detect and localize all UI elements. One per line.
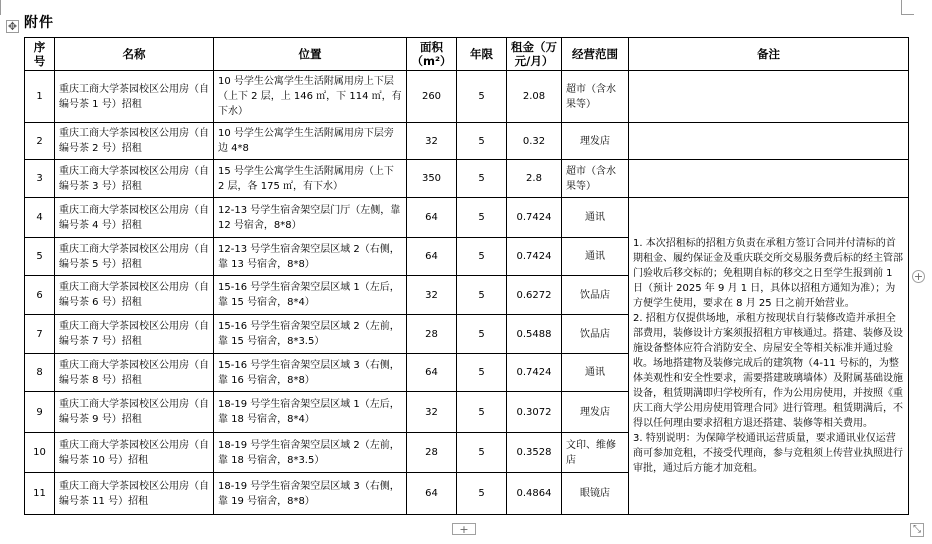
cell-location[interactable]: 18-19 号学生宿舍架空层区域 1（左后，靠 18 号宿舍，8*4） — [214, 392, 407, 433]
cell-remarks-empty[interactable] — [629, 71, 909, 123]
cell-rent[interactable]: 0.6272 — [507, 276, 562, 315]
cell-term[interactable]: 5 — [457, 198, 507, 238]
cell-area[interactable]: 350 — [407, 160, 457, 198]
cell-seq[interactable]: 5 — [25, 238, 55, 276]
cell-name[interactable]: 重庆工商大学茶园校区公用房（自编号茶 4 号）招租 — [55, 198, 214, 238]
lease-table — [24, 37, 909, 515]
cell-area[interactable]: 64 — [407, 198, 457, 238]
cell-seq[interactable]: 8 — [25, 354, 55, 392]
table-row — [25, 123, 909, 160]
cell-location[interactable]: 12-13 号学生宿舍架空层区域 2（右侧，靠 13 号宿舍，8*8） — [214, 238, 407, 276]
cell-name[interactable]: 重庆工商大学茶园校区公用房（自编号茶 7 号）招租 — [55, 315, 214, 354]
cell-term[interactable]: 5 — [457, 433, 507, 473]
cell-term[interactable]: 5 — [457, 238, 507, 276]
cell-name[interactable]: 重庆工商大学茶园校区公用房（自编号茶 6 号）招租 — [55, 276, 214, 315]
cell-rent[interactable]: 2.8 — [507, 160, 562, 198]
cell-name[interactable]: 重庆工商大学茶园校区公用房（自编号茶 2 号）招租 — [55, 123, 214, 160]
cell-seq[interactable]: 10 — [25, 433, 55, 473]
cell-location[interactable]: 15 号学生公寓学生生活附属用房（上下 2 层，各 175 ㎡，有下水） — [214, 160, 407, 198]
add-column-button[interactable]: + — [913, 270, 924, 283]
cell-scope[interactable]: 理发店 — [562, 123, 629, 160]
cell-area[interactable]: 64 — [407, 238, 457, 276]
header-term: 年限 — [457, 38, 507, 71]
cell-location[interactable]: 15-16 号学生宿舍架空层区域 1（左后，靠 15 号宿舍，8*4） — [214, 276, 407, 315]
cell-term[interactable]: 5 — [457, 473, 507, 515]
cell-seq[interactable]: 6 — [25, 276, 55, 315]
cell-seq[interactable]: 2 — [25, 123, 55, 160]
cell-rent[interactable]: 2.08 — [507, 71, 562, 123]
header-seq: 序号 — [25, 38, 55, 71]
cell-rent[interactable]: 0.7424 — [507, 354, 562, 392]
cell-name[interactable]: 重庆工商大学茶园校区公用房（自编号茶 10 号）招租 — [55, 433, 214, 473]
table-row — [25, 71, 909, 123]
cell-term[interactable]: 5 — [457, 315, 507, 354]
cell-scope[interactable]: 理发店 — [562, 392, 629, 433]
remark-3: 3. 特别说明：为保障学校通讯运营质量，要求通讯业仅运营商可参加竞租，不接受代理商，参与竞租须上传营业执照进行审批，通过后方能才加竞租。 — [633, 433, 903, 474]
cell-seq[interactable]: 1 — [25, 71, 55, 123]
page-title: 附件 — [24, 15, 54, 31]
cell-term[interactable]: 5 — [457, 276, 507, 315]
cell-scope[interactable]: 通讯 — [562, 238, 629, 276]
cell-location[interactable]: 10 号学生公寓学生生活附属用房上下层（上下 2 层，上 146 ㎡，下 114 ㎡，有下水） — [214, 71, 407, 123]
cell-scope[interactable]: 饮品店 — [562, 315, 629, 354]
cell-area[interactable]: 260 — [407, 71, 457, 123]
cell-scope[interactable]: 饮品店 — [562, 276, 629, 315]
cell-seq[interactable]: 9 — [25, 392, 55, 433]
cell-name[interactable]: 重庆工商大学茶园校区公用房（自编号茶 9 号）招租 — [55, 392, 214, 433]
cell-location[interactable]: 18-19 号学生宿舍架空层区域 3（右侧，靠 19 号宿舍，8*8） — [214, 473, 407, 515]
remark-2: 2. 招租方仅提供场地，承租方按现状自行装修改造并承担全部费用，装修设计方案须报招租方审核通过。搭建、装修及设施设备整体应符合消防安全、房屋安全等相关标准并通过验收。场地搭建物及装修完成后的建筑物（4-11 号标的，为整体美观性和安全性要求，需要搭建玻璃墙体）及附属基础设施设备，租赁期满即归学校所有，作为公用房使用，并按照《重庆工商大学公用房使用管理合同》进行管理。租赁期满后，不得以任何理由要求招租方退还搭建、装修等相关费用。 — [633, 313, 903, 429]
cell-location[interactable]: 15-16 号学生宿舍架空层区域 2（左前，靠 15 号宿舍，8*3.5） — [214, 315, 407, 354]
header-name: 名称 — [55, 38, 214, 71]
cell-rent[interactable]: 0.3528 — [507, 433, 562, 473]
cell-rent[interactable]: 0.5488 — [507, 315, 562, 354]
cell-scope[interactable]: 超市（含水果等） — [562, 160, 629, 198]
cell-term[interactable]: 5 — [457, 354, 507, 392]
cell-name[interactable]: 重庆工商大学茶园校区公用房（自编号茶 8 号）招租 — [55, 354, 214, 392]
cell-term[interactable]: 5 — [457, 160, 507, 198]
cell-location[interactable]: 15-16 号学生宿舍架空层区域 3（右侧，靠 16 号宿舍，8*8） — [214, 354, 407, 392]
cell-rent[interactable]: 0.32 — [507, 123, 562, 160]
cell-area[interactable]: 32 — [407, 123, 457, 160]
remark-1: 1. 本次招租标的招租方负责在承租方签订合同并付清标的首期租金、履约保证金及重庆联交所交易服务费后标的经主管部门验收后移交标的；免租期自标的移交之日至学生报到前 1 日（预计 2025 年 9 月 1 日，具体以招租方通知为准）；为方便学生使用，要求在 8 月 25 日之前开始营业。 — [633, 238, 903, 309]
cell-rent[interactable]: 0.3072 — [507, 392, 562, 433]
cell-name[interactable]: 重庆工商大学茶园校区公用房（自编号茶 11 号）招租 — [55, 473, 214, 515]
table-move-handle[interactable]: ✥ — [7, 20, 18, 33]
table-row — [25, 198, 909, 238]
cell-area[interactable]: 64 — [407, 473, 457, 515]
cell-scope[interactable]: 超市（含水果等） — [562, 71, 629, 123]
cell-seq[interactable]: 3 — [25, 160, 55, 198]
cell-scope[interactable]: 眼镜店 — [562, 473, 629, 515]
cell-rent[interactable]: 0.7424 — [507, 198, 562, 238]
page-corner-mark-right — [901, 0, 914, 15]
header-row — [25, 38, 909, 71]
cell-scope[interactable]: 通讯 — [562, 354, 629, 392]
cell-location[interactable]: 12-13 号学生宿舍架空层门厅（左侧，靠 12 号宿舍，8*8） — [214, 198, 407, 238]
cell-name[interactable]: 重庆工商大学茶园校区公用房（自编号茶 5 号）招租 — [55, 238, 214, 276]
header-location: 位置 — [214, 38, 407, 71]
cell-area[interactable]: 28 — [407, 315, 457, 354]
add-row-button[interactable]: + — [452, 523, 476, 535]
cell-location[interactable]: 10 号学生公寓学生生活附属用房下层旁边 4*8 — [214, 123, 407, 160]
cell-area[interactable]: 28 — [407, 433, 457, 473]
cell-seq[interactable]: 4 — [25, 198, 55, 238]
header-remarks: 备注 — [629, 38, 909, 71]
cell-seq[interactable]: 7 — [25, 315, 55, 354]
cell-term[interactable]: 5 — [457, 123, 507, 160]
cell-scope[interactable]: 通讯 — [562, 198, 629, 238]
cell-term[interactable]: 5 — [457, 392, 507, 433]
cell-term[interactable]: 5 — [457, 71, 507, 123]
header-scope: 经营范围 — [562, 38, 629, 71]
page-corner-mark-left — [0, 0, 1, 15]
table-row — [25, 160, 909, 198]
cell-remarks-empty[interactable] — [629, 160, 909, 198]
header-area: 面积（m²） — [407, 38, 457, 71]
table-resize-handle[interactable]: ⤡ — [910, 523, 924, 537]
cell-location[interactable]: 18-19 号学生宿舍架空层区域 2（左前，靠 18 号宿舍，8*3.5） — [214, 433, 407, 473]
cell-name[interactable]: 重庆工商大学茶园校区公用房（自编号茶 1 号）招租 — [55, 71, 214, 123]
cell-remarks-empty[interactable] — [629, 123, 909, 160]
remarks-cell[interactable] — [629, 198, 909, 515]
cell-name[interactable]: 重庆工商大学茶园校区公用房（自编号茶 3 号）招租 — [55, 160, 214, 198]
cell-area[interactable]: 64 — [407, 354, 457, 392]
cell-rent[interactable]: 0.4864 — [507, 473, 562, 515]
header-rent: 租金（万元/月） — [507, 38, 562, 71]
cell-area[interactable]: 32 — [407, 276, 457, 315]
cell-scope[interactable]: 文印、维修店 — [562, 433, 629, 473]
cell-rent[interactable]: 0.7424 — [507, 238, 562, 276]
cell-seq[interactable]: 11 — [25, 473, 55, 515]
cell-area[interactable]: 32 — [407, 392, 457, 433]
